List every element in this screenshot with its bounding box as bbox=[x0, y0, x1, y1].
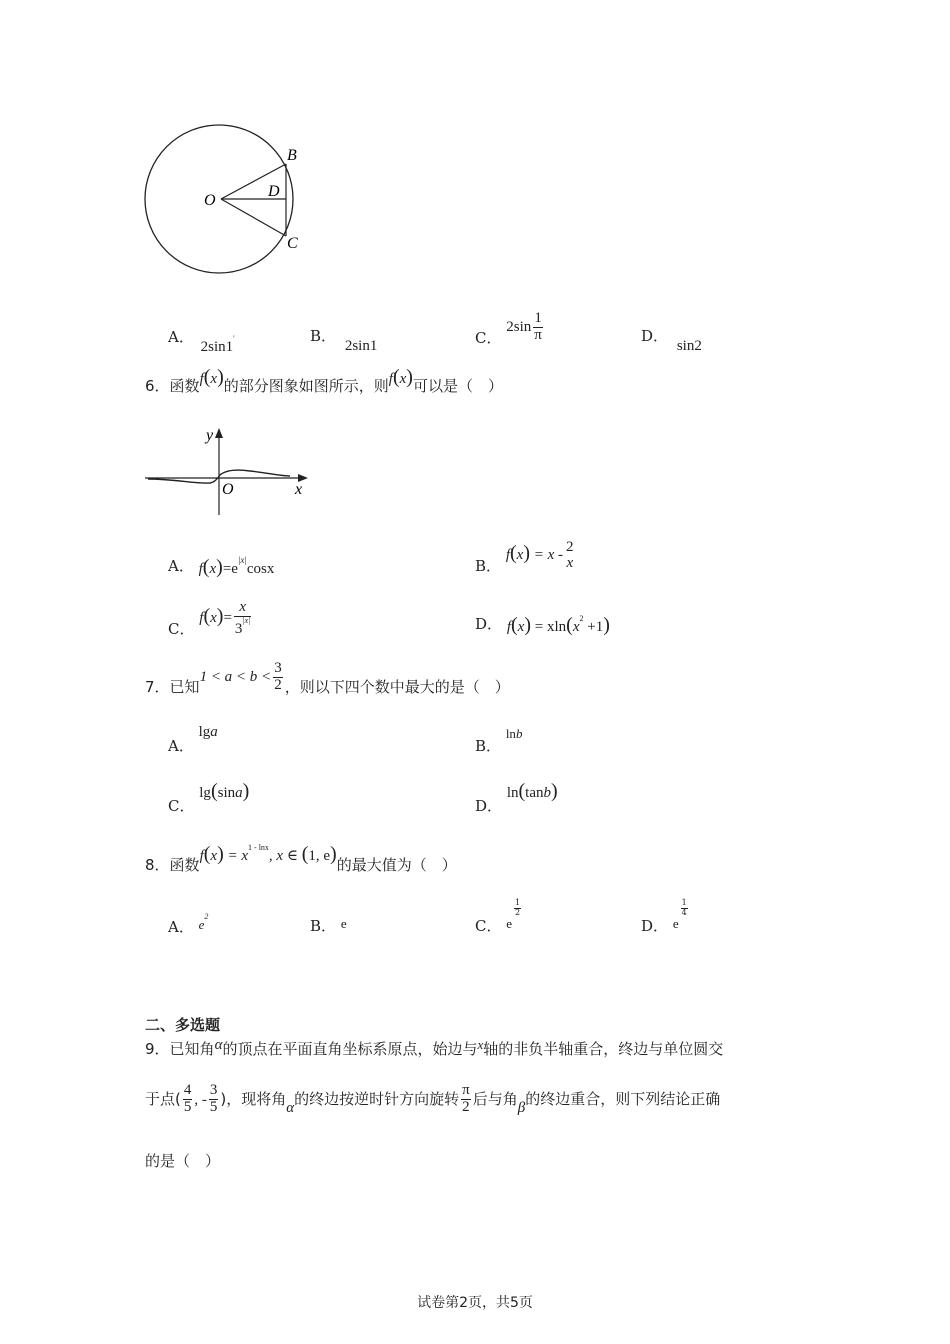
q9-line3: 的是（ ） bbox=[145, 1152, 221, 1170]
q7-stem: 7．已知1 < a < b < $\frac{3}{2}$ ，则以下四个数中最大的是（ ） bbox=[145, 660, 510, 696]
label-C: C bbox=[287, 235, 298, 252]
q8-option-b[interactable]: B． e bbox=[310, 916, 347, 935]
q7-option-c[interactable]: C． lg(sina) bbox=[168, 780, 250, 815]
q9-line1: 9．已知角α的顶点在平面直角坐标系原点，始边与x轴的非负半轴重合，终边与单位圆交 bbox=[145, 1037, 724, 1058]
label-D: D bbox=[268, 183, 280, 200]
q8-option-a[interactable]: A． $e^2$ bbox=[168, 912, 209, 936]
q7-option-a[interactable]: A． lga bbox=[168, 724, 218, 755]
q6-option-c[interactable]: C． f(x)= $\frac{x}{3^{|x|}}$ bbox=[168, 599, 251, 639]
q5-option-c[interactable]: C． 2sin $\frac{1}{\pi}$ bbox=[475, 310, 542, 347]
q6-option-d[interactable]: D． $f(x) = xln(x^2 +1)$ bbox=[475, 614, 610, 636]
q6-graph bbox=[140, 420, 320, 520]
graph-y-label: y bbox=[206, 427, 214, 444]
section-title: 二、多选题 bbox=[145, 1016, 221, 1034]
q7-option-d[interactable]: D． ln(tanb) bbox=[475, 780, 558, 815]
page-footer: 试卷第2页，共5页 bbox=[417, 1295, 533, 1311]
label-O: O bbox=[204, 192, 216, 209]
graph-origin-label: O bbox=[222, 481, 234, 498]
q7-option-b[interactable]: B． lnb bbox=[475, 726, 523, 755]
q9-line2: 于点( $\frac{4}{5}$ , - $\frac{3}{5}$ )，现将角α的终边按逆时针方向旋转 $\frac{\pi}{2}$ 后与角β的终边重合，则下列结论正确 bbox=[145, 1082, 721, 1116]
q5-option-d[interactable]: D． sin2 bbox=[641, 327, 702, 354]
q5-option-a[interactable]: A． 2sin1' bbox=[168, 328, 235, 355]
q6-option-b[interactable]: B． f(x) = x - 2 x bbox=[475, 539, 574, 576]
circle-figure bbox=[140, 120, 320, 280]
q8-option-c[interactable]: C． e $\frac{1}{2}$ bbox=[475, 898, 521, 935]
q8-stem: 8．函数$f(x) = x^{1 - lnx}$, x ∈ (1, e)的最大值为（ ） bbox=[145, 843, 457, 874]
q8-option-d[interactable]: D． e $\frac{1}{4}$ bbox=[641, 898, 687, 935]
q6-option-a[interactable]: A． $f(x)=e^{|x|}\cos x$ bbox=[168, 555, 275, 578]
graph-x-label: x bbox=[295, 481, 303, 498]
q6-stem: 6．函数f(x)的部分图象如图所示，则f(x)可以是（ ） bbox=[145, 366, 503, 395]
q5-option-b[interactable]: B． 2sin1 bbox=[310, 327, 378, 354]
label-B: B bbox=[287, 147, 297, 164]
